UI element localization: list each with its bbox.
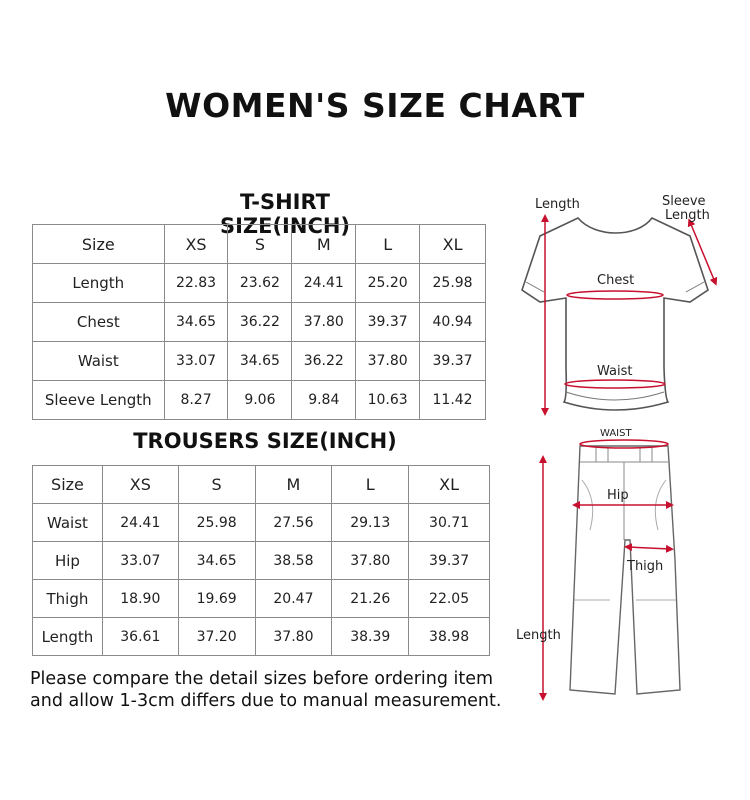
tshirt-waist-ring	[565, 380, 665, 388]
value-cell: 38.98	[409, 618, 490, 656]
header-cell: L	[332, 466, 409, 504]
header-cell: Size	[33, 466, 103, 504]
value-cell: 38.58	[255, 542, 332, 580]
tshirt-chest-label: Chest	[597, 273, 635, 288]
trousers-waist-ring	[580, 440, 668, 448]
tshirt-sleeve-label-line2: Length	[665, 208, 710, 223]
value-cell: 37.80	[332, 542, 409, 580]
note-line-1: Please compare the detail sizes before ordering item	[30, 669, 494, 689]
value-cell: 34.65	[228, 342, 292, 381]
value-cell: 9.84	[292, 381, 356, 420]
tshirt-sleeve-label-line1: Sleeve	[662, 194, 706, 209]
trousers-length-label: Length	[516, 628, 561, 643]
value-cell: 25.98	[178, 504, 255, 542]
row-label: Sleeve Length	[33, 381, 165, 420]
value-cell: 18.90	[102, 580, 178, 618]
page-title: WOMEN'S SIZE CHART	[165, 86, 585, 125]
value-cell: 37.80	[292, 303, 356, 342]
value-cell: 21.26	[332, 580, 409, 618]
header-cell: M	[292, 225, 356, 264]
header-cell: S	[228, 225, 292, 264]
value-cell: 34.65	[164, 303, 228, 342]
value-cell: 39.37	[356, 303, 420, 342]
row-label: Waist	[33, 342, 165, 381]
value-cell: 30.71	[409, 504, 490, 542]
row-label: Waist	[33, 504, 103, 542]
value-cell: 29.13	[332, 504, 409, 542]
value-cell: 20.47	[255, 580, 332, 618]
value-cell: 39.37	[420, 342, 486, 381]
tshirt-hem-lines	[566, 392, 664, 400]
value-cell: 37.80	[255, 618, 332, 656]
tshirt-length-label: Length	[535, 197, 580, 212]
value-cell: 27.56	[255, 504, 332, 542]
value-cell: 33.07	[102, 542, 178, 580]
row-label: Hip	[33, 542, 103, 580]
header-cell: S	[178, 466, 255, 504]
value-cell: 39.37	[409, 542, 490, 580]
value-cell: 36.22	[292, 342, 356, 381]
value-cell: 9.06	[228, 381, 292, 420]
trousers-hip-label: Hip	[607, 488, 629, 503]
header-cell: XL	[420, 225, 486, 264]
tshirt-diagram	[522, 194, 715, 412]
value-cell: 37.80	[356, 342, 420, 381]
trousers-thigh-arrow	[628, 547, 670, 549]
tshirt-section-title: T-SHIRT SIZE(INCH)	[219, 190, 351, 238]
value-cell: 37.20	[178, 618, 255, 656]
value-cell: 34.65	[178, 542, 255, 580]
tshirt-chest-ring	[567, 291, 663, 299]
tshirt-waist-label: Waist	[597, 364, 633, 379]
header-cell: XS	[164, 225, 228, 264]
value-cell: 24.41	[102, 504, 178, 542]
tshirt-outline	[522, 218, 708, 410]
value-cell: 33.07	[164, 342, 228, 381]
row-label: Length	[33, 618, 103, 656]
row-label: Thigh	[33, 580, 103, 618]
value-cell: 25.20	[356, 264, 420, 303]
header-cell: XS	[102, 466, 178, 504]
value-cell: 8.27	[164, 381, 228, 420]
value-cell: 25.98	[420, 264, 486, 303]
trousers-waist-label: WAIST	[600, 428, 632, 439]
header-cell: XL	[409, 466, 490, 504]
header-cell: M	[255, 466, 332, 504]
note-line-2: and allow 1-3cm differs due to manual measurement.	[30, 691, 502, 711]
value-cell: 23.62	[228, 264, 292, 303]
value-cell: 24.41	[292, 264, 356, 303]
value-cell: 22.83	[164, 264, 228, 303]
value-cell: 40.94	[420, 303, 486, 342]
value-cell: 36.61	[102, 618, 178, 656]
trousers-section-title: TROUSERS SIZE(INCH)	[133, 429, 397, 453]
value-cell: 36.22	[228, 303, 292, 342]
trousers-thigh-label: Thigh	[627, 559, 664, 574]
header-cell: Size	[33, 225, 165, 264]
value-cell: 11.42	[420, 381, 486, 420]
row-label: Length	[33, 264, 165, 303]
header-cell: L	[356, 225, 420, 264]
value-cell: 10.63	[356, 381, 420, 420]
value-cell: 19.69	[178, 580, 255, 618]
row-label: Chest	[33, 303, 165, 342]
value-cell: 38.39	[332, 618, 409, 656]
trousers-diagram	[516, 428, 680, 697]
value-cell: 22.05	[409, 580, 490, 618]
